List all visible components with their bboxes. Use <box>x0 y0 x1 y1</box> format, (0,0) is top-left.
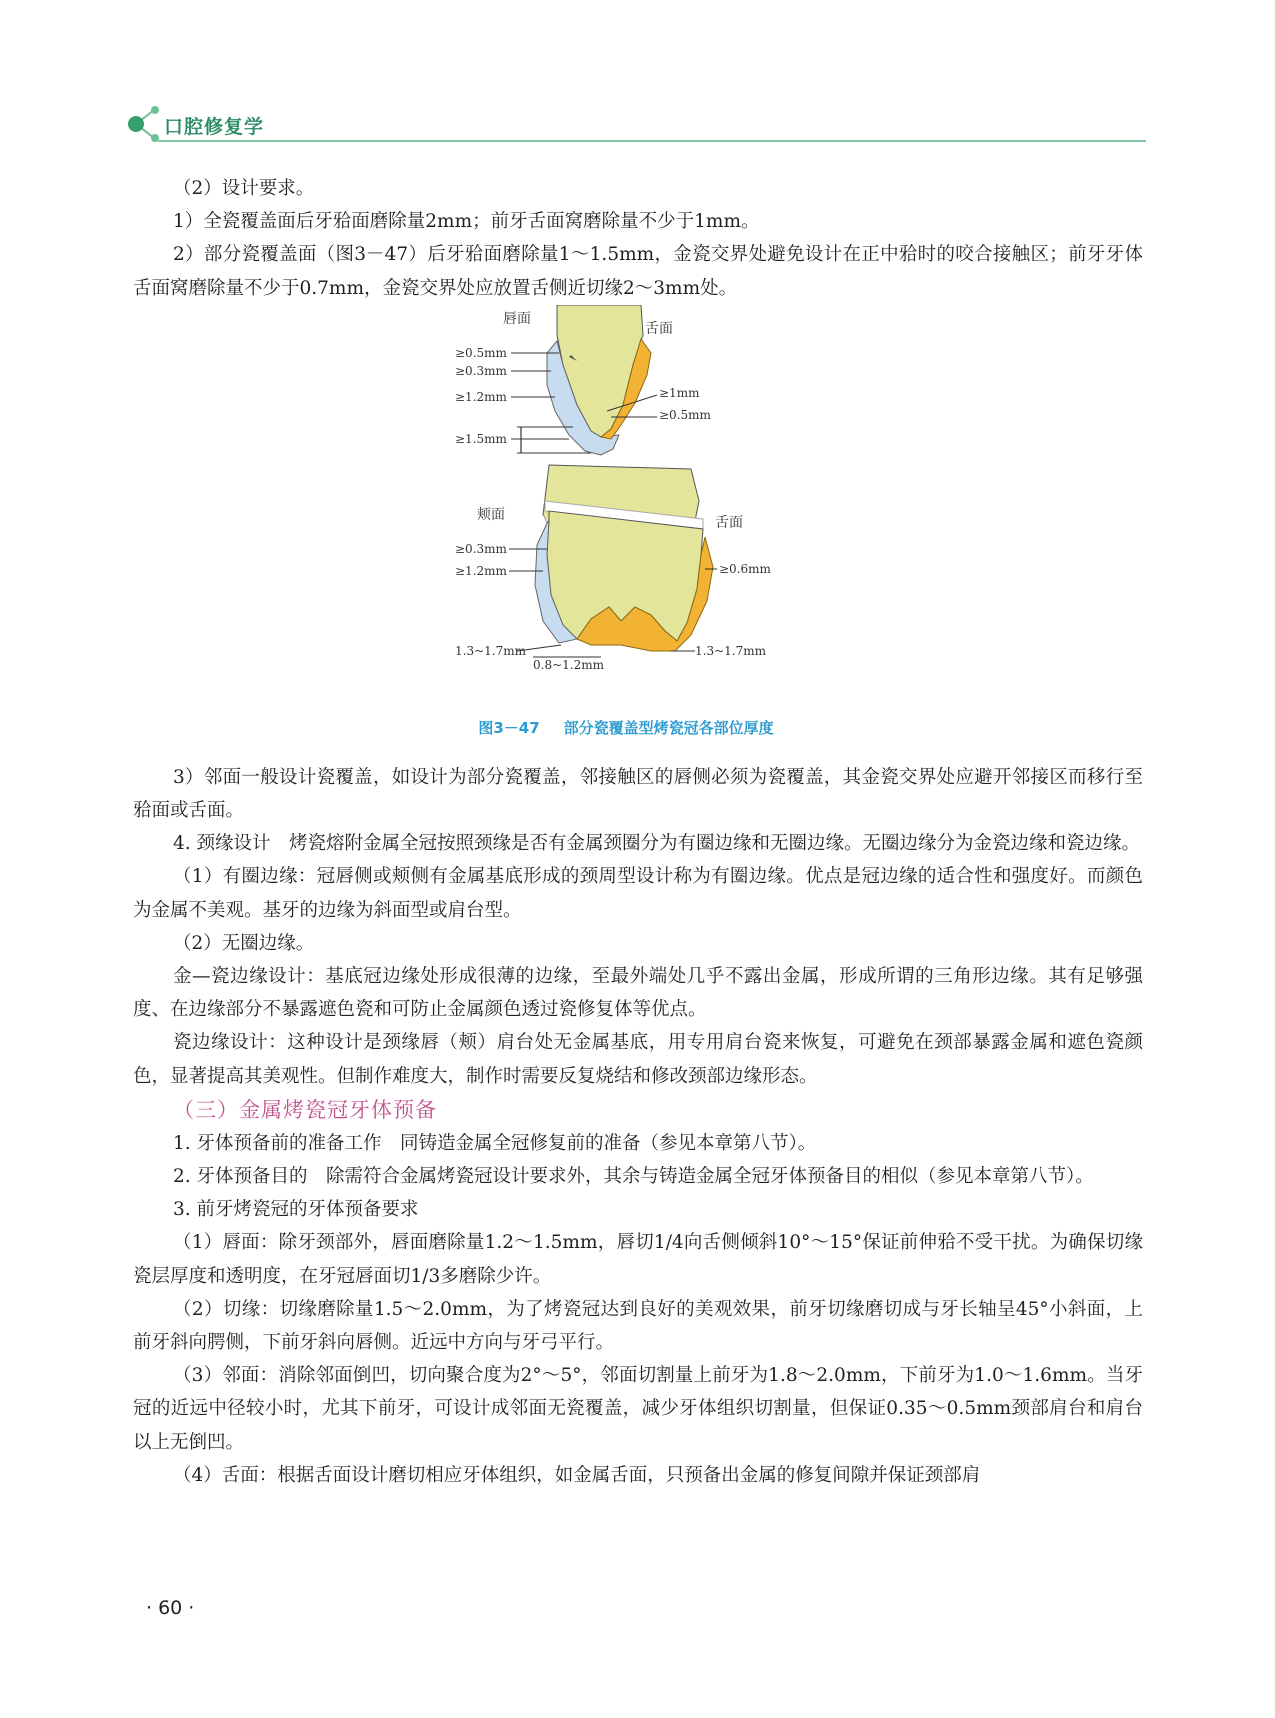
label-lingual-bottom: 舌面 <box>715 514 743 531</box>
paragraph: 2）部分瓷覆盖面（图3－47）后牙𬌗面磨除量1～1.5mm，金瓷交界处避免设计在正中𬌗时的咬合接触区；前牙牙体舌面窝磨除量不少于0.7mm，金瓷交界处应放置舌侧近切缘2～3mm处。 <box>133 244 1143 299</box>
book-title: 口腔修复学 <box>164 116 265 138</box>
paragraph: （2）切缘：切缘磨除量1.5～2.0mm，为了烤瓷冠达到良好的美观效果，前牙切缘磨切成与牙长轴呈45°小斜面，上前牙斜向腭侧，下前牙斜向唇侧。近远中方向与牙弓平行。 <box>133 1298 1143 1354</box>
paragraph: （2）无圈边缘。 <box>173 932 315 954</box>
paragraph: 2. 牙体预备目的 除需符合金属烤瓷冠设计要求外，其余与铸造金属全冠牙体预备目的相似（参见本章第八节）。 <box>173 1166 1094 1188</box>
section-heading: （三）金属烤瓷冠牙体预备 <box>173 1097 437 1122</box>
figure-caption <box>133 717 1143 738</box>
paragraph: 3. 前牙烤瓷冠的牙体预备要求 <box>173 1199 419 1221</box>
label-lingual-top: 舌面 <box>645 320 673 337</box>
top-r1: ≥1mm <box>659 385 700 400</box>
bottom-r1: ≥0.6mm <box>719 561 771 576</box>
paragraph: （1）唇面：除牙颈部外，唇面磨除量1.2～1.5mm，唇切1/4向舌侧倾斜10°～15°保证前伸𬌗不受干扰。为确保切缘瓷层厚度和透明度，在牙冠唇面切1/3多磨除少许。 <box>133 1232 1143 1287</box>
page-number: · 60 · <box>146 1597 195 1619</box>
paragraph: （3）邻面：消除邻面倒凹，切向聚合度为2°～5°，邻面切割量上前牙为1.8～2.0mm，下前牙为1.0～1.6mm。当牙冠的近远中径较小时，尤其下前牙，可设计成邻面无瓷覆盖，减少牙体组织切割量，但保证0.35～0.5mm颈部肩台和肩台以上无倒凹。 <box>133 1365 1143 1453</box>
bottom-mid-margin: 0.8~1.2mm <box>533 657 604 672</box>
caption-number: 图3－47 <box>478 718 540 737</box>
label-labial: 唇面 <box>503 310 531 327</box>
paragraph: 4. 颈缘设计 烤瓷熔附金属全冠按照颈缘是否有金属颈圈分为有圈边缘和无圈边缘。无圈边缘分为金瓷边缘和瓷边缘。 <box>173 833 1141 855</box>
tooth-thickness-diagram <box>451 305 851 713</box>
figure-3-47 <box>133 305 1143 761</box>
paragraph: （4）舌面：根据舌面设计磨切相应牙体组织，如金属舌面，只预备出金属的修复间隙并保证颈部肩 <box>173 1464 981 1486</box>
logo-icon <box>128 104 168 144</box>
running-header <box>128 104 1146 144</box>
label-buccal: 颊面 <box>477 506 505 523</box>
bottom-left-margin: 1.3~1.7mm <box>455 643 526 658</box>
bottom-right-margin: 1.3~1.7mm <box>695 643 766 658</box>
paragraph: 金—瓷边缘设计：基底冠边缘处形成很薄的边缘，至最外端处几乎不露出金属，形成所谓的三角形边缘。其有足够强度、在边缘部分不暴露遮色瓷和可防止金属颜色透过瓷修复体等优点。 <box>133 966 1143 1021</box>
paragraph: （1）有圈边缘：冠唇侧或颊侧有金属基底形成的颈周型设计称为有圈边缘。优点是冠边缘的适合性和强度好。而颜色为金属不美观。基牙的边缘为斜面型或肩台型。 <box>133 866 1143 921</box>
top-l2: ≥0.3mm <box>455 363 507 378</box>
top-l1: ≥0.5mm <box>455 345 507 360</box>
bottom-l2: ≥1.2mm <box>455 563 507 578</box>
paragraph: 1. 牙体预备前的准备工作 同铸造金属全冠修复前的准备（参见本章第八节）。 <box>173 1132 817 1154</box>
main-text <box>133 172 1143 1492</box>
paragraph: （2）设计要求。 <box>173 178 315 199</box>
paragraph: 1）全瓷覆盖面后牙𬌗面磨除量2mm；前牙舌面窝磨除量不少于1mm。 <box>173 211 760 233</box>
top-l4: ≥1.5mm <box>455 431 507 446</box>
top-l3: ≥1.2mm <box>455 389 507 404</box>
top-r2: ≥0.5mm <box>659 407 711 422</box>
bottom-l1: ≥0.3mm <box>455 541 507 556</box>
header-rule <box>158 140 1146 142</box>
caption-text: 部分瓷覆盖型烤瓷冠各部位厚度 <box>563 718 774 737</box>
paragraph: 瓷边缘设计：这种设计是颈缘唇（颊）肩台处无金属基底，用专用肩台瓷来恢复，可避免在颈部暴露金属和遮色瓷颜色，显著提高其美观性。但制作难度大，制作时需要反复烧结和修改颈部边缘形态。 <box>133 1032 1143 1087</box>
paragraph: 3）邻面一般设计瓷覆盖，如设计为部分瓷覆盖，邻接触区的唇侧必须为瓷覆盖，其金瓷交界处应避开邻接区而移行至𬌗面或舌面。 <box>133 766 1143 822</box>
